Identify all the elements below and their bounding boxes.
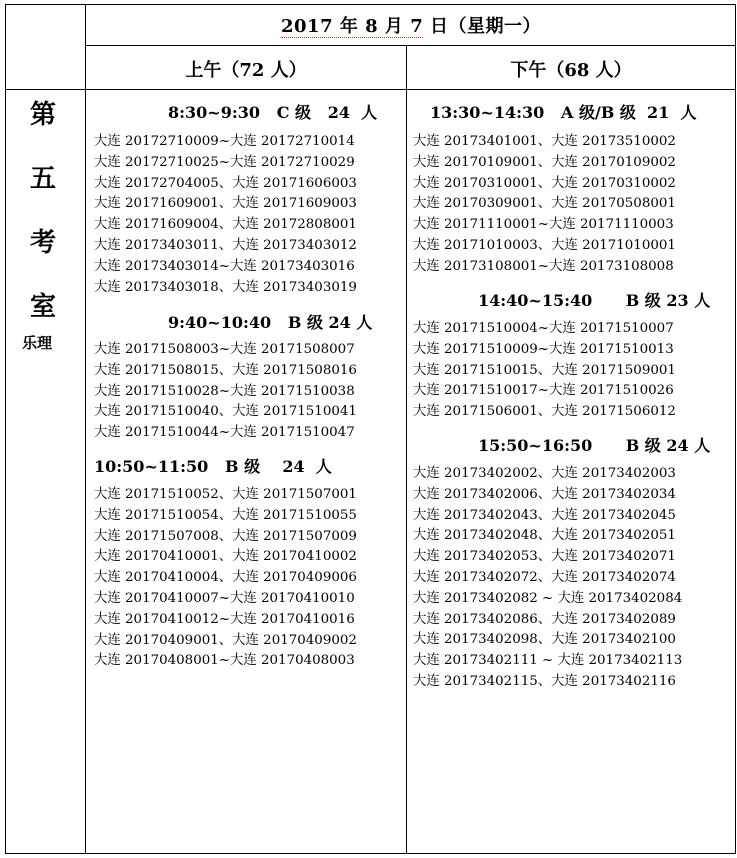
candidate-row: 大连 20171110001~大连 20171110003 [413,217,674,233]
border-top [5,4,736,5]
date-weekday: 日（星期一） [423,16,541,37]
date-main: 2017 年 8 月 7 [281,16,424,37]
session-heading: 14:40~15:40 B 级 23 人 [478,291,711,310]
candidate-row: 大连 20173402043、大连 20173402045 [413,507,676,523]
candidate-row: 大连 20171609001、大连 20171609003 [94,196,357,212]
candidate-row: 大连 20170410004、大连 20170409006 [94,570,357,586]
session-candidate-list [413,319,676,423]
candidate-row: 大连 20171510044~大连 20171510047 [94,425,355,441]
room-char-2: 五 [29,164,56,194]
candidate-row: 大连 20171508015、大连 20171508016 [94,362,357,378]
room-char-4: 室 [29,292,56,322]
candidate-row: 大连 20173403011、大连 20173403012 [94,237,357,253]
candidate-row: 大连 20170109001、大连 20170109002 [413,154,676,170]
session-candidate-list [413,132,676,278]
candidate-row: 大连 20173402115、大连 20173402116 [413,673,676,689]
room-char-1: 第 [29,100,56,130]
candidate-row: 大连 20171010003、大连 20171010001 [413,237,676,253]
session-candidate-list [94,340,357,444]
candidate-row: 大连 20171510009~大连 20171510013 [413,341,674,357]
candidate-row: 大连 20170310001、大连 20170310002 [413,175,676,191]
border-right [735,4,736,854]
candidate-row: 大连 20173402086、大连 20173402089 [413,611,676,627]
room-char-3: 考 [29,228,56,258]
candidate-row: 大连 20170410007~大连 20170410010 [94,590,355,606]
candidate-row: 大连 20173403018、大连 20173403019 [94,279,357,295]
morning-header: 上午（72 人） [185,60,307,81]
candidate-row: 大连 20171506001、大连 20171506012 [413,404,676,420]
date-header [86,12,736,38]
candidate-row: 大连 20171510054、大连 20171510055 [94,507,357,523]
candidate-row: 大连 20170408001~大连 20170408003 [94,653,355,669]
session-heading: 13:30~14:30 A 级/B 级 21 人 [430,103,697,122]
half-day-divider [406,45,407,854]
candidate-row: 大连 20171510015、大连 20171509001 [413,362,676,378]
candidate-row: 大连 20171510052、大连 20171507001 [94,487,357,502]
candidate-row: 大连 20171510028~大连 20171510038 [94,383,355,399]
candidate-row: 大连 20171510040、大连 20171510041 [94,404,357,420]
border-bottom [5,853,736,854]
candidate-row: 大连 20171609004、大连 20172808001 [94,217,357,233]
candidate-row: 大连 20172710025~大连 20172710029 [94,154,355,170]
session-heading: 9:40~10:40 B 级 24 人 [168,313,373,332]
candidate-row: 大连 20171507008、大连 20171507009 [94,528,357,544]
candidate-row: 大连 20173402111 ~ 大连 20173402113 [413,653,683,669]
session-candidate-list [413,464,682,693]
candidate-row: 大连 20173402002、大连 20173402003 [413,466,676,481]
candidate-row: 大连 20171510004~大连 20171510007 [413,321,674,336]
candidate-row: 大连 20173402082 ~ 大连 20173402084 [413,590,683,606]
session-candidate-list [94,485,357,672]
session-candidate-list [94,132,357,298]
candidate-row: 大连 20173108001~大连 20173108008 [413,258,674,274]
candidate-row: 大连 20171508003~大连 20171508007 [94,342,355,357]
candidate-row: 大连 20170409001、大连 20170409002 [94,632,357,648]
candidate-row: 大连 20173401001、大连 20173510002 [413,134,676,149]
candidate-row: 大连 20173403014~大连 20173403016 [94,258,355,274]
candidate-row: 大连 20173402098、大连 20173402100 [413,632,676,648]
candidate-row: 大连 20170410001、大连 20170410002 [94,549,357,565]
session-heading: 10:50~11:50 B 级 24 人 [94,457,332,476]
header-row-divider [5,89,736,90]
candidate-row: 大连 20172710009~大连 20172710014 [94,134,355,149]
candidate-row: 大连 20170410012~大连 20170410016 [94,611,355,627]
afternoon-header: 下午（68 人） [510,60,632,81]
border-left [5,4,6,854]
session-heading: 8:30~9:30 C 级 24 人 [168,103,378,122]
subject-label: 乐理 [22,334,53,352]
candidate-row: 大连 20173402072、大连 20173402074 [413,569,676,585]
candidate-row: 大连 20173402048、大连 20173402051 [413,528,676,544]
session-heading: 15:50~16:50 B 级 24 人 [478,436,711,455]
date-row-divider [85,45,736,46]
candidate-row: 大连 20172704005、大连 20171606003 [94,175,357,191]
candidate-row: 大连 20170309001、大连 20170508001 [413,196,676,212]
room-column-divider [85,4,86,854]
candidate-row: 大连 20173402006、大连 20173402034 [413,486,676,502]
candidate-row: 大连 20171510017~大连 20171510026 [413,383,674,399]
candidate-row: 大连 20173402053、大连 20173402071 [413,549,676,565]
